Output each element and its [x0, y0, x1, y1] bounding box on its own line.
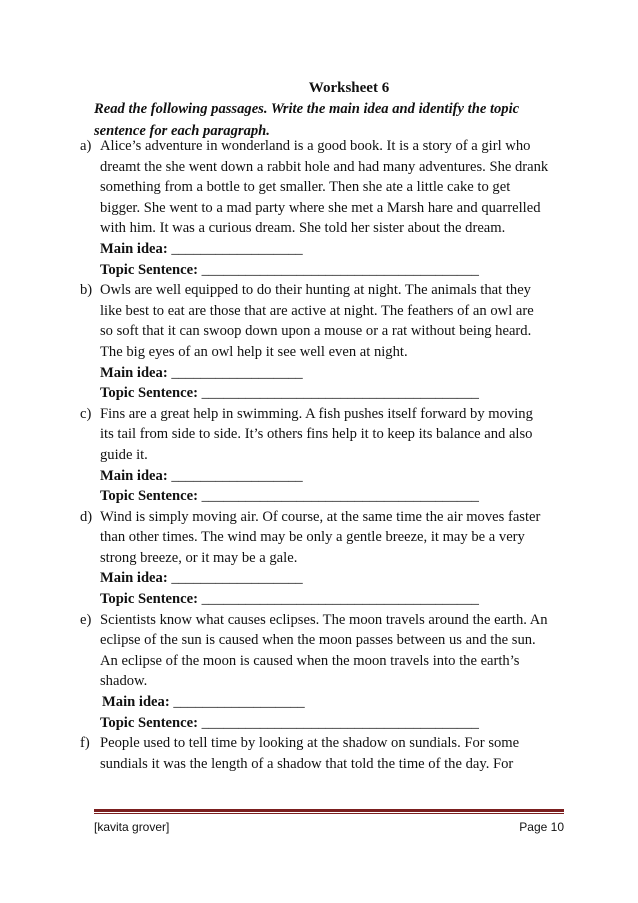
list-item [80, 280, 570, 404]
topic-sentence-line [100, 589, 550, 610]
topic-sentence-label: Topic Sentence: [100, 488, 198, 505]
passage-text: People used to tell time by looking at the shadow on sundials. For some sundials it was the length of a shadow that told the time of the day. For [100, 735, 520, 772]
topic-sentence-blank[interactable]: ______________________________________ [201, 488, 479, 505]
passage-text: Wind is simply moving air. Of course, at the same time the air moves faster than other times. The wind may be only a gentle breeze, it may be a very strong breeze, or it may be a gale. [100, 508, 541, 566]
main-idea-blank[interactable]: __________________ [171, 467, 303, 484]
list-item [80, 136, 570, 280]
page-number: Page 10 [519, 820, 564, 834]
main-idea-line [100, 239, 550, 260]
list-item [80, 507, 570, 610]
item-letter: a) [80, 138, 92, 154]
passage-text: Fins are a great help in swimming. A fish pushes itself forward by moving its tail from side to side. It’s others fins help it to keep its balance and also guide it. [100, 405, 533, 463]
topic-sentence-label: Topic Sentence: [100, 385, 198, 402]
main-idea-line [100, 466, 550, 487]
item-letter: c) [80, 405, 92, 422]
main-idea-line [100, 692, 550, 713]
topic-sentence-blank[interactable]: ______________________________________ [201, 385, 479, 402]
topic-sentence-line [100, 383, 550, 404]
item-letter: e) [80, 611, 92, 628]
list-item [80, 733, 570, 774]
list-item [80, 610, 570, 734]
main-idea-blank[interactable]: __________________ [171, 240, 303, 257]
main-idea-label: Main idea: [100, 570, 168, 587]
topic-sentence-label: Topic Sentence: [100, 591, 198, 608]
topic-sentence-blank[interactable]: ______________________________________ [201, 261, 479, 278]
topic-sentence-blank[interactable]: ______________________________________ [201, 714, 479, 731]
passage-list [80, 136, 570, 774]
main-idea-line [100, 568, 550, 589]
list-item [80, 404, 570, 507]
topic-sentence-line [100, 486, 550, 507]
main-idea-label: Main idea: [102, 694, 170, 711]
item-letter: d) [80, 508, 93, 525]
topic-sentence-blank[interactable]: ______________________________________ [201, 591, 479, 608]
main-idea-blank[interactable]: __________________ [171, 570, 303, 587]
main-idea-blank[interactable]: __________________ [171, 364, 303, 381]
topic-sentence-label: Topic Sentence: [100, 261, 198, 278]
main-idea-label: Main idea: [100, 240, 168, 257]
main-idea-blank[interactable]: __________________ [173, 694, 305, 711]
topic-sentence-line [100, 260, 550, 281]
passage-text: Scientists know what causes eclipses. The moon travels around the earth. An eclipse of the sun is caused when the moon passes between us and the sun. An eclipse of the moon is caused when the moon travels into the earth’s shadow. [100, 611, 548, 690]
item-letter: f) [80, 735, 90, 752]
passage-text: Owls are well equipped to do their hunting at night. The animals that they like best to eat are those that are active at night. The feathers of an owl are so soft that it can swoop down upon a mouse or a rat without being heard. The big eyes of an owl help it see well even at night. [100, 282, 534, 360]
topic-sentence-label: Topic Sentence: [100, 714, 198, 731]
main-idea-label: Main idea: [100, 364, 168, 381]
footer-author: [kavita grover] [94, 820, 170, 834]
page-title: Worksheet 6 [308, 80, 390, 96]
main-idea-label: Main idea: [100, 467, 168, 484]
footer-divider [94, 809, 564, 812]
footer-divider-thin [94, 813, 564, 814]
topic-sentence-line [100, 713, 550, 734]
item-letter: b) [80, 282, 93, 299]
passage-text: Alice’s adventure in wonderland is a good book. It is a story of a girl who dreamt the she went down a rabbit hole and had many adventures. She drank something from a bottle to get smaller. Then she ate a little cake to get bigger. She went to a mad party where she met a Marsh hare and quarrelled with him. It was a curious dream. She told her sister about the dream. [100, 138, 549, 237]
instructions: Read the following passages. Write the main idea and identify the topic sentence for each paragraph. [94, 101, 520, 139]
main-idea-line [100, 363, 550, 384]
